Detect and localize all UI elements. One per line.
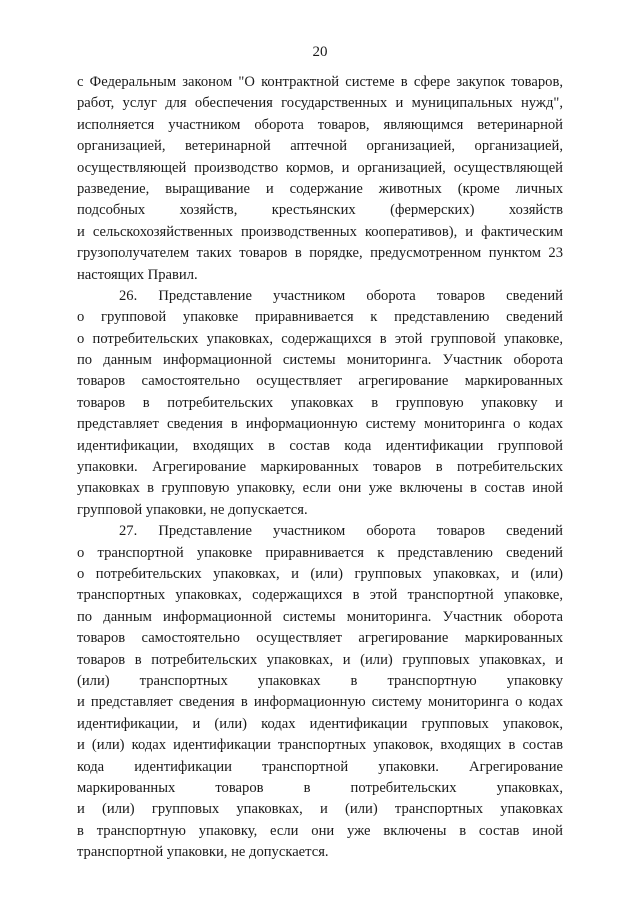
text-line: о транспортной упаковке приравнивается к представлению сведений: [77, 544, 563, 561]
text-line: товаров в потребительских упаковках в групповую упаковку и: [77, 394, 563, 411]
text-line: товаров в потребительских упаковках, и (или) групповых упаковках, и: [77, 651, 563, 668]
text-line: товаров самостоятельно осуществляет агрегирование маркированных: [77, 630, 563, 647]
text-line: о групповой упаковке приравнивается к представлению сведений: [77, 309, 563, 326]
text-line: (или) транспортных упаковках в транспортную упаковку: [77, 672, 563, 689]
text-line: упаковках в групповую упаковку, если они уже включены в состав иной: [77, 480, 563, 497]
text-line: о потребительских упаковках, содержащихся в этой групповой упаковке,: [77, 330, 563, 347]
text-line: упаковки. Агрегирование маркированных товаров в потребительских: [77, 459, 563, 476]
text-line: и (или) групповых упаковках, и (или) транспортных упаковках: [77, 801, 563, 818]
text-line: и сельскохозяйственных производственных кооперативов), и фактическим: [77, 223, 563, 240]
text-line: идентификации, входящих в состав кода идентификации групповой: [77, 437, 563, 454]
text-line: кода идентификации транспортной упаковки. Агрегирование: [77, 758, 563, 775]
text-line: организацией, ветеринарной аптечной организацией, организацией,: [77, 138, 563, 155]
text-line: товаров самостоятельно осуществляет агрегирование маркированных: [77, 373, 563, 390]
text-line: исполняется участником оборота товаров, являющимся ветеринарной: [77, 116, 563, 133]
text-line: транспортных упаковках, содержащихся в этой транспортной упаковке,: [77, 587, 563, 604]
text-line: настоящих Правил.: [77, 266, 198, 283]
text-line: представляет сведения в информационную систему мониторинга о кодах: [77, 416, 563, 433]
text-line: грузополучателем таких товаров в порядке, предусмотренном пунктом 23: [77, 245, 563, 262]
text-line: 27. Представление участником оборота товаров сведений: [119, 523, 563, 540]
text-line: осуществляющей производство кормов, и организацией, осуществляющей: [77, 159, 563, 176]
text-line: по данным информационной системы мониторинга. Участник оборота: [77, 352, 563, 369]
text-line: разведение, выращивание и содержание животных (кроме личных: [77, 180, 563, 197]
text-line: о потребительских упаковках, и (или) групповых упаковках, и (или): [77, 565, 563, 582]
text-line: с Федеральным законом "О контрактной системе в сфере закупок товаров,: [77, 74, 563, 90]
text-line: в транспортную упаковку, если они уже включены в состав иной: [77, 822, 563, 839]
document-body: [77, 72, 563, 863]
text-line: по данным информационной системы мониторинга. Участник оборота: [77, 608, 563, 625]
text-line: и (или) кодах идентификации транспортных упаковок, входящих в состав: [77, 737, 563, 754]
text-line: подсобных хозяйств, крестьянских (фермерских) хозяйств: [77, 202, 563, 219]
text-line: идентификации, и (или) кодах идентификации групповых упаковок,: [77, 715, 563, 732]
text-line: маркированных товаров в потребительских упаковках,: [77, 779, 563, 796]
text-line: транспортной упаковки, не допускается.: [77, 844, 329, 861]
text-line: работ, услуг для обеспечения государственных и муниципальных нужд",: [77, 95, 563, 112]
page-number: 20: [312, 44, 328, 60]
text-line: 26. Представление участником оборота товаров сведений: [119, 287, 563, 304]
text-line: и представляет сведения в информационную систему мониторинга о кодах: [77, 694, 563, 711]
text-line: групповой упаковки, не допускается.: [77, 501, 308, 518]
